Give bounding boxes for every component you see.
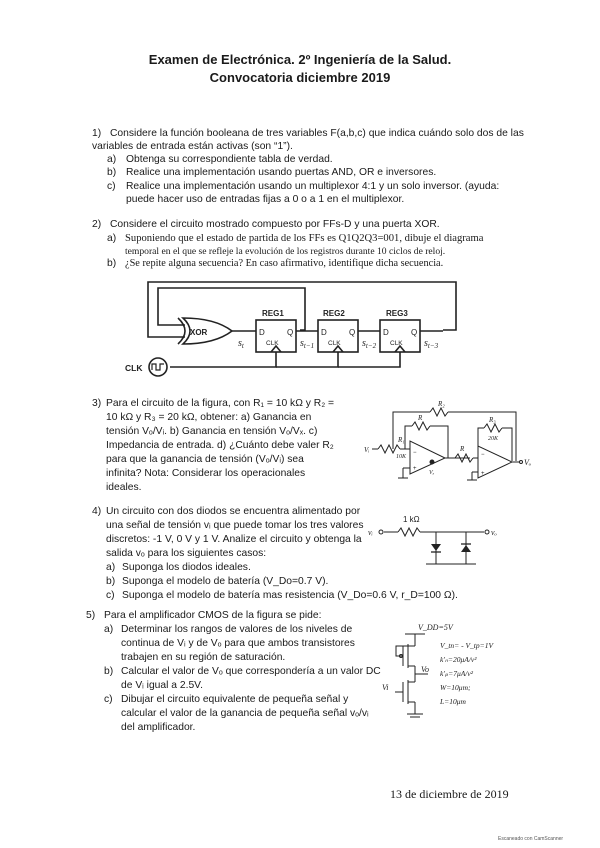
- ff1-d-label: D: [259, 328, 265, 337]
- cmos-amplifier-circuit: [0, 618, 600, 728]
- q3-line-3: tensión Vₒ/Vᵢ. b) Ganancia en tensión Vₒ/Vₓ. c): [106, 426, 318, 437]
- r3-resistor: [484, 424, 502, 432]
- q1-b-label: b): [107, 167, 117, 178]
- svg-text:−: −: [413, 450, 417, 456]
- q3-line-4: Impedancia de entrada. d) ¿Cuánto debe valer R₂: [106, 440, 334, 451]
- signal-st: $s_t$: [238, 338, 244, 350]
- q1-text-line1: Considere la función booleana de tres variables F(a,b,c) que indica cuándo solo dos de las: [110, 128, 524, 139]
- q4-line-3: discretos: -1 V, 0 V y 1 V. Analize el circuito y obtenga la: [106, 534, 362, 545]
- r3-label: R₃: [489, 416, 496, 424]
- q4-c-label: c): [106, 590, 115, 601]
- r-feedback-resistor: [412, 422, 430, 430]
- vi-label: vᵢ: [368, 528, 373, 537]
- vi-label: Vᵢ: [364, 446, 370, 454]
- q5-a-line-1: Determinar los rangos de valores de los niveles de: [121, 624, 353, 635]
- q5-c-line-3: del amplificador.: [121, 722, 196, 733]
- vi-label: Vi: [382, 683, 389, 692]
- ff3-q-label: Q: [411, 328, 418, 337]
- diode-1: [431, 544, 441, 551]
- q5-number: 5): [86, 610, 96, 621]
- q2-b-label: b): [107, 258, 117, 269]
- q2-number: 2): [92, 219, 102, 230]
- q5-c-line-2: calcular el valor de la ganancia de pequeña señal vₒ/vᵢ: [121, 708, 369, 719]
- q3-line-7: ideales.: [106, 482, 142, 493]
- vdd-label: V_DD=5V: [418, 623, 453, 632]
- q1-b-text: Realice una implementación usando puertas AND, OR e inversores.: [126, 167, 437, 178]
- q3-number: 3): [92, 398, 102, 409]
- svg-text:+: +: [481, 471, 485, 477]
- q4-number: 4): [92, 506, 102, 517]
- xor-extra-arc: [178, 318, 185, 344]
- diode-circuit: [0, 508, 600, 573]
- q5-b-line-1: Calcular el valor de Vₒ que correspondería a un valor DC: [121, 666, 381, 677]
- vo-label: vₒ: [491, 528, 497, 537]
- q4-a-label: a): [106, 562, 116, 573]
- q3-line-1: Para el circuito de la figura, con R₁ = 10 kΩ y R₂ =: [106, 398, 335, 409]
- q1-number: 1): [92, 128, 102, 139]
- q2-a-text-line2: temporal en el que se refleje la evolución de los registros durante 10 ciclos de reloj.: [125, 246, 446, 257]
- q2-a-label: a): [107, 233, 117, 244]
- r1-resistor: [378, 445, 400, 453]
- reg3-label: REG3: [386, 309, 408, 318]
- ff2-clk-label: CLK: [328, 340, 341, 347]
- q3-line-2: 10 kΩ y R₃ = 20 kΩ, obtener: a) Ganancia en: [106, 412, 312, 423]
- q1-c-text-line1: Realice una implementación usando un multiplexor 4:1 y un solo inversor. (ayuda:: [126, 181, 500, 192]
- exam-title: Examen de Electrónica. 2º Ingeniería de la Salud.: [148, 52, 452, 67]
- ff1-q-label: Q: [287, 328, 294, 337]
- q1-c-text-line2: puede hacer uso de entradas fijas a 0 o a 1 en el multiplexor.: [126, 194, 405, 205]
- q5-a-line-2: continua de Vᵢ y de Vₒ para que ambos transistores: [121, 638, 355, 649]
- vx-label: Vₓ: [429, 470, 435, 476]
- q4-line-4: salida vₒ para los siguientes casos:: [106, 548, 267, 559]
- param-w: W=10μm;: [440, 683, 471, 692]
- scanner-watermark: Escaneado con CamScanner: [498, 836, 564, 842]
- r1-value: 10K: [396, 454, 407, 460]
- param-l: L=10μm: [440, 697, 466, 706]
- q4-line-2: una señal de tensión vᵢ que puede tomar los tres valores: [106, 520, 364, 531]
- clock-wire: [170, 352, 276, 367]
- q2-a-text-line1: Suponiendo que el estado de partida de los FFs es Q1Q2Q3=001, dibuje el diagrama: [125, 233, 484, 244]
- ff2-d-label: D: [321, 328, 327, 337]
- q2-text: Considere el circuito mostrado compuesto por FFs-D y una puerta XOR.: [110, 219, 440, 230]
- resistor-label: 1 kΩ: [403, 515, 420, 524]
- reg2-label: REG2: [323, 309, 345, 318]
- q4-a-text: Suponga los diodos ideales.: [122, 562, 251, 573]
- diode-2: [461, 545, 471, 552]
- q4-c-text: Suponga el modelo de batería mas resistencia (V_Do=0.6 V, r_D=100 Ω).: [122, 590, 458, 601]
- signal-st-2: $s_{t-2}$: [362, 338, 377, 350]
- param-vt: V_tn= - V_tp=1V: [440, 641, 494, 650]
- flipflop-xor-circuit: [0, 278, 600, 388]
- signal-st-3: $s_{t-3}$: [424, 338, 439, 350]
- opamp-circuit: [0, 396, 600, 491]
- ff3-d-label: D: [383, 328, 389, 337]
- r-label: R: [418, 414, 423, 422]
- svg-text:+: +: [413, 466, 417, 472]
- q5-a-label: a): [104, 624, 114, 635]
- q2-b-text: ¿Se repite alguna secuencia? En caso afirmativo, identifique dicha secuencia.: [125, 258, 444, 269]
- q1-text-line2: variables de entrada están activas (son “1”).: [92, 141, 293, 152]
- exam-subtitle: Convocatoria diciembre 2019: [209, 70, 391, 85]
- r1-label: R₁: [398, 436, 405, 444]
- xor-label: XOR: [190, 328, 208, 337]
- svg-text:−: −: [481, 452, 485, 458]
- q3-line-5: para que la ganancia de tensión (Vₒ/Vᵢ) sea: [106, 454, 304, 465]
- r2-label: R₂: [438, 400, 445, 408]
- q5-b-line-2: de Vᵢ igual a 2.5V.: [121, 680, 203, 691]
- q5-text: Para el amplificador CMOS de la figura se pide:: [104, 610, 322, 621]
- q5-a-line-3: trabajen en su región de saturación.: [121, 652, 286, 663]
- reg1-label: REG1: [262, 309, 284, 318]
- ff1-clk-label: CLK: [266, 340, 279, 347]
- ff3-clk-label: CLK: [390, 340, 403, 347]
- q4-b-text: Suponga el modelo de batería (V_Do=0.7 V).: [122, 576, 329, 587]
- param-kn: k'ₙ=20μA/v²: [440, 655, 477, 664]
- param-kp: k'ₚ=7μA/v²: [440, 669, 473, 678]
- resistor-1k: [398, 528, 420, 536]
- exam-date: 13 de diciembre de 2019: [390, 787, 509, 801]
- clk-label: CLK: [125, 363, 143, 373]
- r-series-label: R: [460, 445, 465, 453]
- q4-b-label: b): [106, 576, 116, 587]
- q1-a-text: Obtenga su correspondiente tabla de verdad.: [126, 154, 333, 165]
- q5-c-label: c): [104, 694, 113, 705]
- r2-resistor: [430, 408, 448, 416]
- q1-a-label: a): [107, 154, 117, 165]
- q5-c-line-1: Dibujar el circuito equivalente de pequeña señal y: [121, 694, 349, 705]
- q3-line-6: infinita? Nota: Considerar los operacionales: [106, 468, 306, 479]
- vo-label: Vo: [421, 665, 429, 674]
- vo-label: Vₒ: [524, 458, 532, 467]
- q1-c-label: c): [107, 181, 116, 192]
- q5-b-label: b): [104, 666, 114, 677]
- signal-st-1: $s_{t-1}$: [300, 338, 315, 350]
- q4-line-1: Un circuito con dos diodos se encuentra alimentado por: [106, 506, 361, 517]
- r3-value: 20K: [488, 436, 499, 442]
- ff2-q-label: Q: [349, 328, 356, 337]
